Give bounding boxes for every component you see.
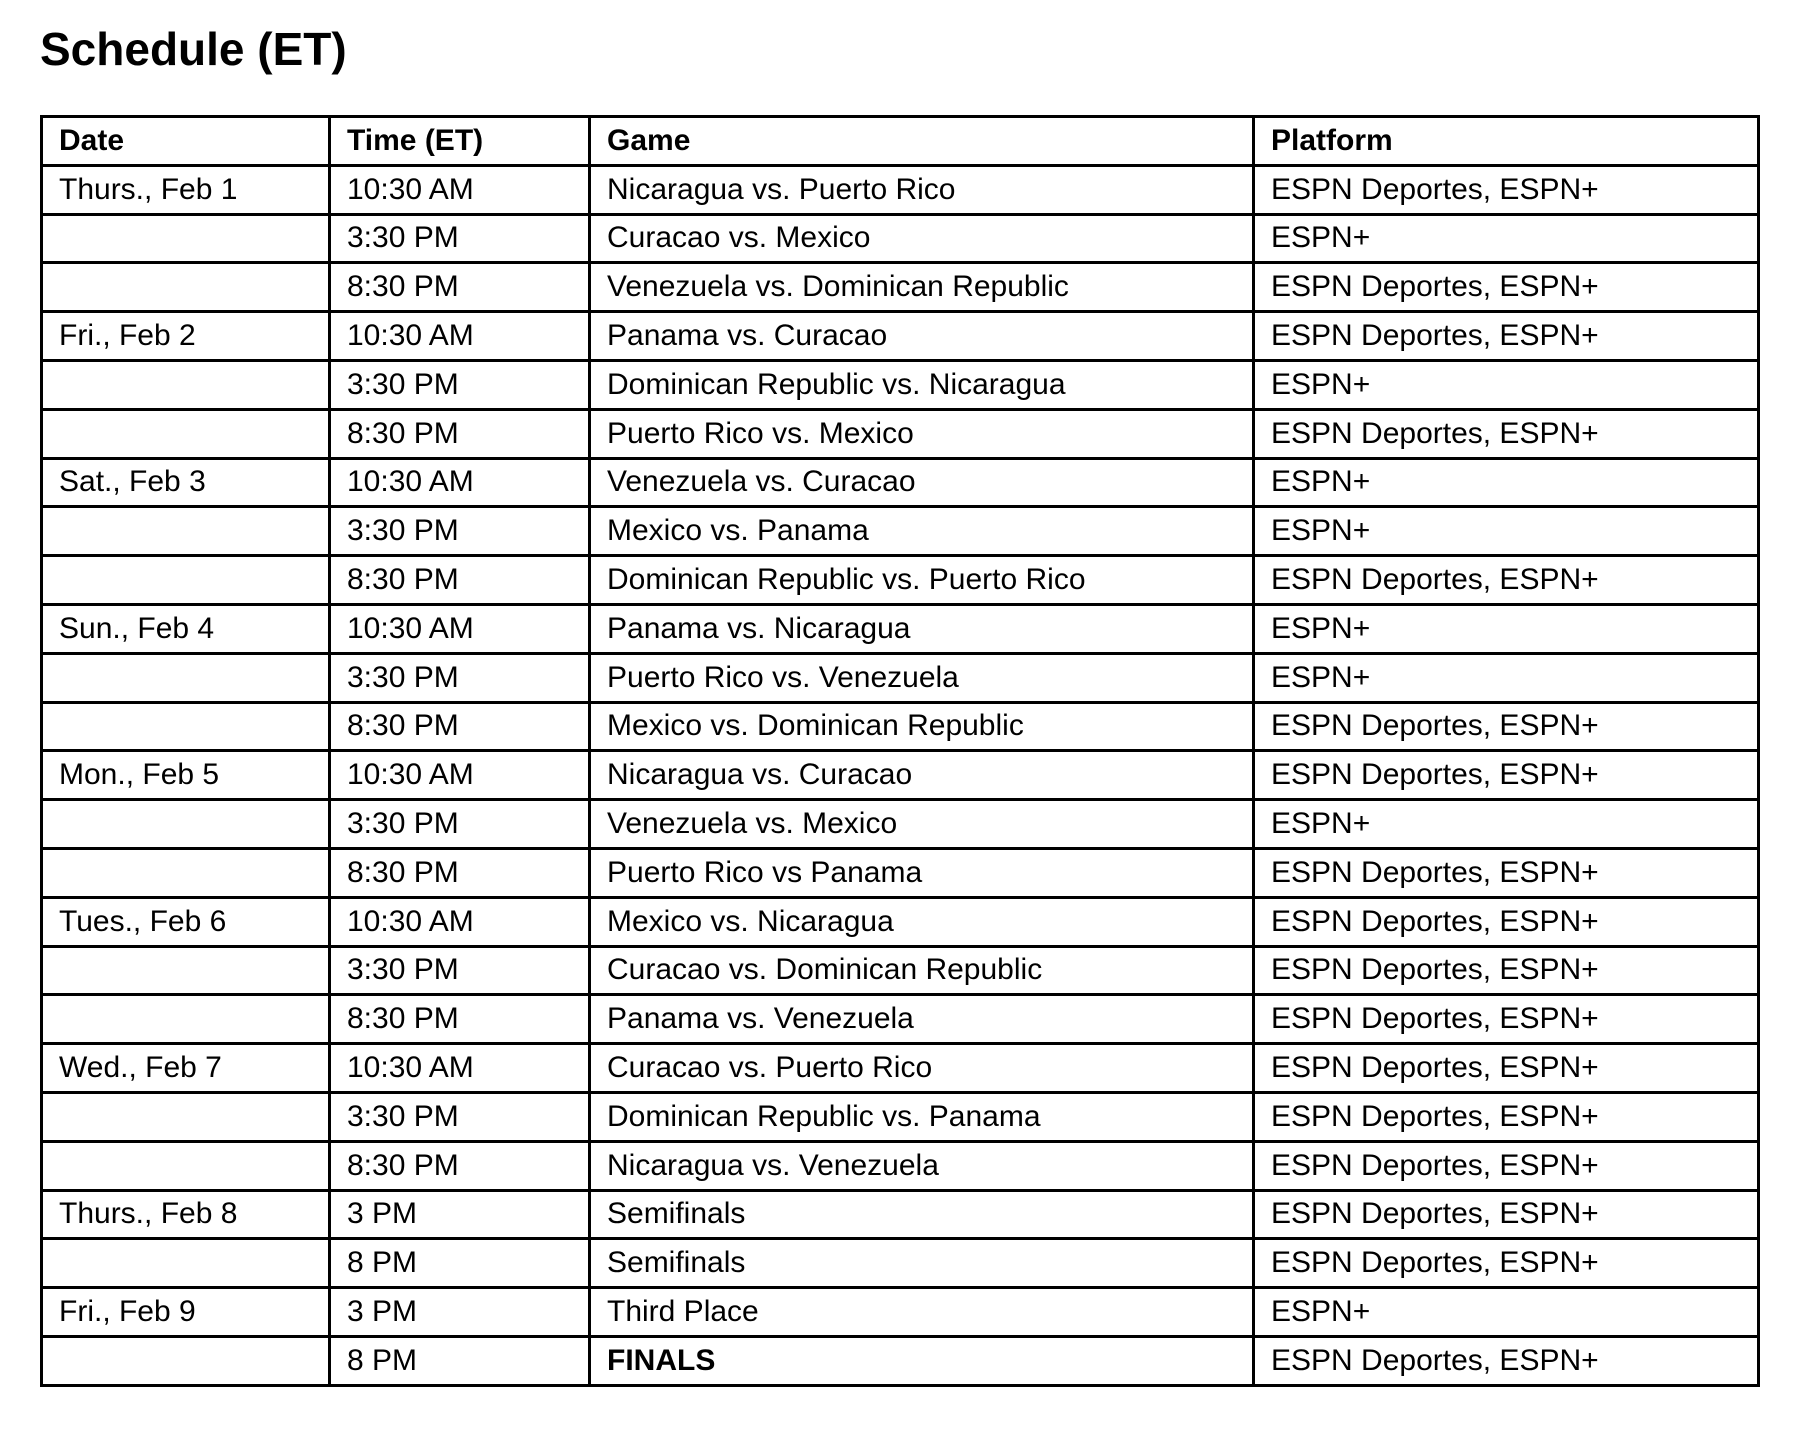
- platform-cell: ESPN Deportes, ESPN+: [1254, 409, 1759, 458]
- platform-cell: ESPN Deportes, ESPN+: [1254, 556, 1759, 605]
- date-cell: [42, 507, 330, 556]
- game-cell: Venezuela vs. Mexico: [590, 800, 1254, 849]
- game-cell: Mexico vs. Dominican Republic: [590, 702, 1254, 751]
- time-cell: 3:30 PM: [330, 360, 590, 409]
- game-cell: Puerto Rico vs. Mexico: [590, 409, 1254, 458]
- game-cell: Semifinals: [590, 1190, 1254, 1239]
- table-row: [42, 214, 1759, 263]
- game-cell: Curacao vs. Puerto Rico: [590, 1044, 1254, 1093]
- page-title: Schedule (ET): [40, 23, 347, 75]
- game-cell: Curacao vs. Mexico: [590, 214, 1254, 263]
- time-cell: 10:30 AM: [330, 897, 590, 946]
- time-cell: 8:30 PM: [330, 995, 590, 1044]
- game-cell: Venezuela vs. Dominican Republic: [590, 263, 1254, 312]
- table-row: [42, 702, 1759, 751]
- date-cell: [42, 409, 330, 458]
- time-cell: 8:30 PM: [330, 702, 590, 751]
- time-cell: 10:30 AM: [330, 165, 590, 214]
- time-cell: 3:30 PM: [330, 507, 590, 556]
- schedule-table-header: [42, 117, 1759, 166]
- time-cell: 3:30 PM: [330, 946, 590, 995]
- table-row: [42, 848, 1759, 897]
- table-row: [42, 165, 1759, 214]
- table-row: [42, 604, 1759, 653]
- table-row: [42, 458, 1759, 507]
- date-cell: Thurs., Feb 8: [42, 1190, 330, 1239]
- column-header-time: Time (ET): [330, 117, 590, 166]
- date-cell: [42, 1239, 330, 1288]
- time-cell: 10:30 AM: [330, 604, 590, 653]
- table-row: [42, 751, 1759, 800]
- game-cell: Dominican Republic vs. Panama: [590, 1092, 1254, 1141]
- game-cell: Nicaragua vs. Puerto Rico: [590, 165, 1254, 214]
- game-cell: Panama vs. Curacao: [590, 312, 1254, 361]
- table-row: [42, 1336, 1759, 1385]
- table-row: [42, 946, 1759, 995]
- column-header-date: Date: [42, 117, 330, 166]
- date-cell: [42, 263, 330, 312]
- table-row: [42, 1190, 1759, 1239]
- game-cell: Nicaragua vs. Curacao: [590, 751, 1254, 800]
- game-cell: Panama vs. Nicaragua: [590, 604, 1254, 653]
- platform-cell: ESPN+: [1254, 458, 1759, 507]
- game-cell: Nicaragua vs. Venezuela: [590, 1141, 1254, 1190]
- date-cell: [42, 995, 330, 1044]
- time-cell: 3:30 PM: [330, 653, 590, 702]
- date-cell: Mon., Feb 5: [42, 751, 330, 800]
- date-cell: [42, 800, 330, 849]
- date-cell: [42, 653, 330, 702]
- platform-cell: ESPN Deportes, ESPN+: [1254, 165, 1759, 214]
- platform-cell: ESPN Deportes, ESPN+: [1254, 848, 1759, 897]
- date-cell: Sun., Feb 4: [42, 604, 330, 653]
- game-cell: FINALS: [590, 1336, 1254, 1385]
- platform-cell: ESPN+: [1254, 1288, 1759, 1337]
- time-cell: 8:30 PM: [330, 263, 590, 312]
- time-cell: 3 PM: [330, 1190, 590, 1239]
- time-cell: 8 PM: [330, 1239, 590, 1288]
- platform-cell: ESPN Deportes, ESPN+: [1254, 1336, 1759, 1385]
- date-cell: [42, 1092, 330, 1141]
- time-cell: 10:30 AM: [330, 751, 590, 800]
- game-cell: Mexico vs. Nicaragua: [590, 897, 1254, 946]
- date-cell: [42, 1336, 330, 1385]
- platform-cell: ESPN Deportes, ESPN+: [1254, 897, 1759, 946]
- platform-cell: ESPN+: [1254, 653, 1759, 702]
- platform-cell: ESPN+: [1254, 507, 1759, 556]
- game-cell: Mexico vs. Panama: [590, 507, 1254, 556]
- date-cell: Fri., Feb 9: [42, 1288, 330, 1337]
- table-row: [42, 897, 1759, 946]
- table-row: [42, 1092, 1759, 1141]
- time-cell: 3 PM: [330, 1288, 590, 1337]
- game-cell: Semifinals: [590, 1239, 1254, 1288]
- platform-cell: ESPN Deportes, ESPN+: [1254, 702, 1759, 751]
- platform-cell: ESPN Deportes, ESPN+: [1254, 263, 1759, 312]
- time-cell: 8:30 PM: [330, 848, 590, 897]
- date-cell: Sat., Feb 3: [42, 458, 330, 507]
- time-cell: 3:30 PM: [330, 1092, 590, 1141]
- time-cell: 10:30 AM: [330, 312, 590, 361]
- time-cell: 10:30 AM: [330, 458, 590, 507]
- platform-cell: ESPN Deportes, ESPN+: [1254, 1044, 1759, 1093]
- platform-cell: ESPN+: [1254, 360, 1759, 409]
- table-row: [42, 653, 1759, 702]
- table-row: [42, 1288, 1759, 1337]
- date-cell: [42, 1141, 330, 1190]
- platform-cell: ESPN+: [1254, 214, 1759, 263]
- platform-cell: ESPN Deportes, ESPN+: [1254, 1092, 1759, 1141]
- platform-cell: ESPN Deportes, ESPN+: [1254, 1239, 1759, 1288]
- time-cell: 8:30 PM: [330, 1141, 590, 1190]
- time-cell: 3:30 PM: [330, 214, 590, 263]
- table-row: [42, 312, 1759, 361]
- date-cell: Tues., Feb 6: [42, 897, 330, 946]
- game-cell: Panama vs. Venezuela: [590, 995, 1254, 1044]
- date-cell: [42, 214, 330, 263]
- time-cell: 8 PM: [330, 1336, 590, 1385]
- date-cell: [42, 556, 330, 605]
- table-row: [42, 800, 1759, 849]
- game-cell: Dominican Republic vs. Puerto Rico: [590, 556, 1254, 605]
- time-cell: 3:30 PM: [330, 800, 590, 849]
- game-cell: Puerto Rico vs. Venezuela: [590, 653, 1254, 702]
- table-row: [42, 263, 1759, 312]
- table-row: [42, 995, 1759, 1044]
- table-row: [42, 360, 1759, 409]
- column-header-game: Game: [590, 117, 1254, 166]
- table-row: [42, 1239, 1759, 1288]
- game-cell: Third Place: [590, 1288, 1254, 1337]
- game-cell: Venezuela vs. Curacao: [590, 458, 1254, 507]
- column-header-platform: Platform: [1254, 117, 1759, 166]
- date-cell: [42, 946, 330, 995]
- date-cell: [42, 360, 330, 409]
- platform-cell: ESPN Deportes, ESPN+: [1254, 1141, 1759, 1190]
- time-cell: 8:30 PM: [330, 409, 590, 458]
- platform-cell: ESPN Deportes, ESPN+: [1254, 995, 1759, 1044]
- schedule-table-body: [42, 165, 1759, 1385]
- schedule-table: [40, 115, 1760, 1387]
- table-row: [42, 1141, 1759, 1190]
- date-cell: Thurs., Feb 1: [42, 165, 330, 214]
- time-cell: 10:30 AM: [330, 1044, 590, 1093]
- platform-cell: ESPN+: [1254, 604, 1759, 653]
- date-cell: Fri., Feb 2: [42, 312, 330, 361]
- game-cell: Curacao vs. Dominican Republic: [590, 946, 1254, 995]
- date-cell: [42, 702, 330, 751]
- date-cell: Wed., Feb 7: [42, 1044, 330, 1093]
- header-row: [42, 117, 1759, 166]
- game-cell: Puerto Rico vs Panama: [590, 848, 1254, 897]
- platform-cell: ESPN+: [1254, 800, 1759, 849]
- game-cell: Dominican Republic vs. Nicaragua: [590, 360, 1254, 409]
- platform-cell: ESPN Deportes, ESPN+: [1254, 1190, 1759, 1239]
- platform-cell: ESPN Deportes, ESPN+: [1254, 751, 1759, 800]
- platform-cell: ESPN Deportes, ESPN+: [1254, 946, 1759, 995]
- platform-cell: ESPN Deportes, ESPN+: [1254, 312, 1759, 361]
- table-row: [42, 409, 1759, 458]
- table-row: [42, 1044, 1759, 1093]
- date-cell: [42, 848, 330, 897]
- table-row: [42, 556, 1759, 605]
- time-cell: 8:30 PM: [330, 556, 590, 605]
- table-row: [42, 507, 1759, 556]
